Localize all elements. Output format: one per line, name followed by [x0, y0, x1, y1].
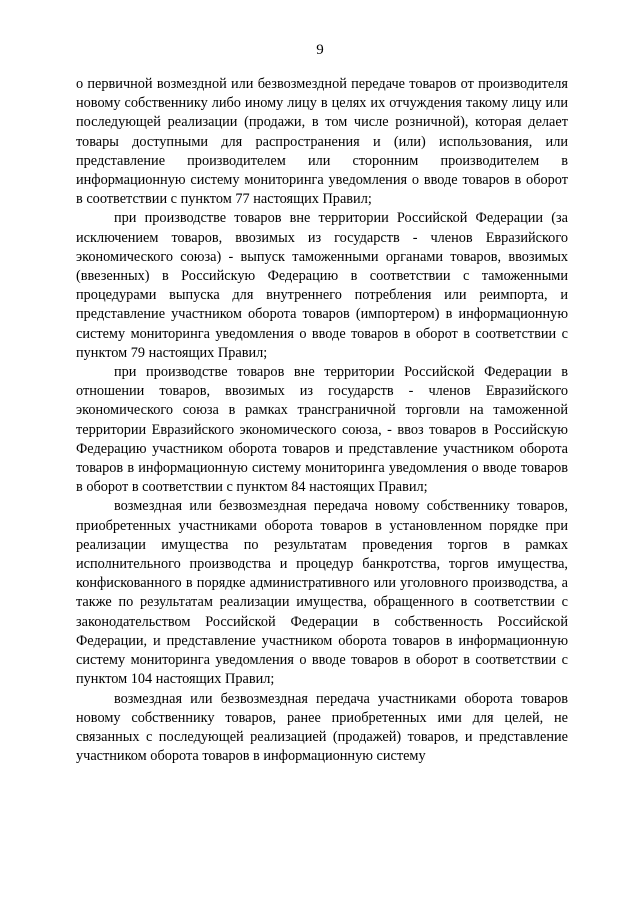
paragraph-4: возмездная или безвозмездная передача новому собственнику товаров, приобретенных участниками оборота товаров в установленном порядке при реализации имущества по результатам проведения торгов в рамках исполнительного производства и процедур банкротства, торгов имущества, конфискованного в порядке административного или уголовного производства, а также по результатам реализации имущества, обращенного в соответствии с законодательством Российской Федерации в собственность Российской Федерации, и представление участником оборота товаров в информационную систему мониторинга уведомления о вводе товаров в оборот в соответствии с пунктом 104 настоящих Правил;: [76, 498, 568, 688]
paragraph-2: при производстве товаров вне территории Российской Федерации (за исключением товаров, ввозимых из государств - членов Евразийского экономического союза) - выпуск таможенными органами товаров, ввозимых (ввезенных) в Российскую Федерацию в соответствии с таможенными процедурами выпуска для внутреннего потребления или реимпорта, и представление участником оборота товаров (импортером) в информационную систему мониторинга уведомления о вводе товаров в оборот в соответствии с пунктом 79 настоящих Правил;: [76, 210, 568, 361]
page-number: 9: [316, 42, 324, 58]
paragraph-1: о первичной возмездной или безвозмездной передаче товаров от производителя новому собственнику либо иному лицу в целях их отчуждения такому лицу или последующей реализации (продажи, в том числе розничной), которая делает товары доступными для распространения и (или) использования, или представление производителем или сторонним производителем в информационную систему мониторинга уведомления о вводе товаров в оборот в соответствии с пунктом 77 настоящих Правил;: [76, 76, 568, 208]
paragraph-3: при производстве товаров вне территории Российской Федерации в отношении товаров, ввозимых из государств - членов Евразийского экономического союза в рамках трансграничной торговли на таможенной территории Евразийского экономического союза, - ввоз товаров в Российскую Федерацию участником оборота товаров и представление участником оборота товаров в информационную систему мониторинга уведомления о вводе товаров в оборот в соответствии с пунктом 84 настоящих Правил;: [76, 364, 568, 496]
document-body: [76, 75, 568, 766]
paragraph-5: возмездная или безвозмездная передача участниками оборота товаров новому собственнику товаров, ранее приобретенных ими для целей, не связанных с последующей реализацией (продажей) товаров, и представление участником оборота товаров в информационную систему: [76, 690, 568, 765]
